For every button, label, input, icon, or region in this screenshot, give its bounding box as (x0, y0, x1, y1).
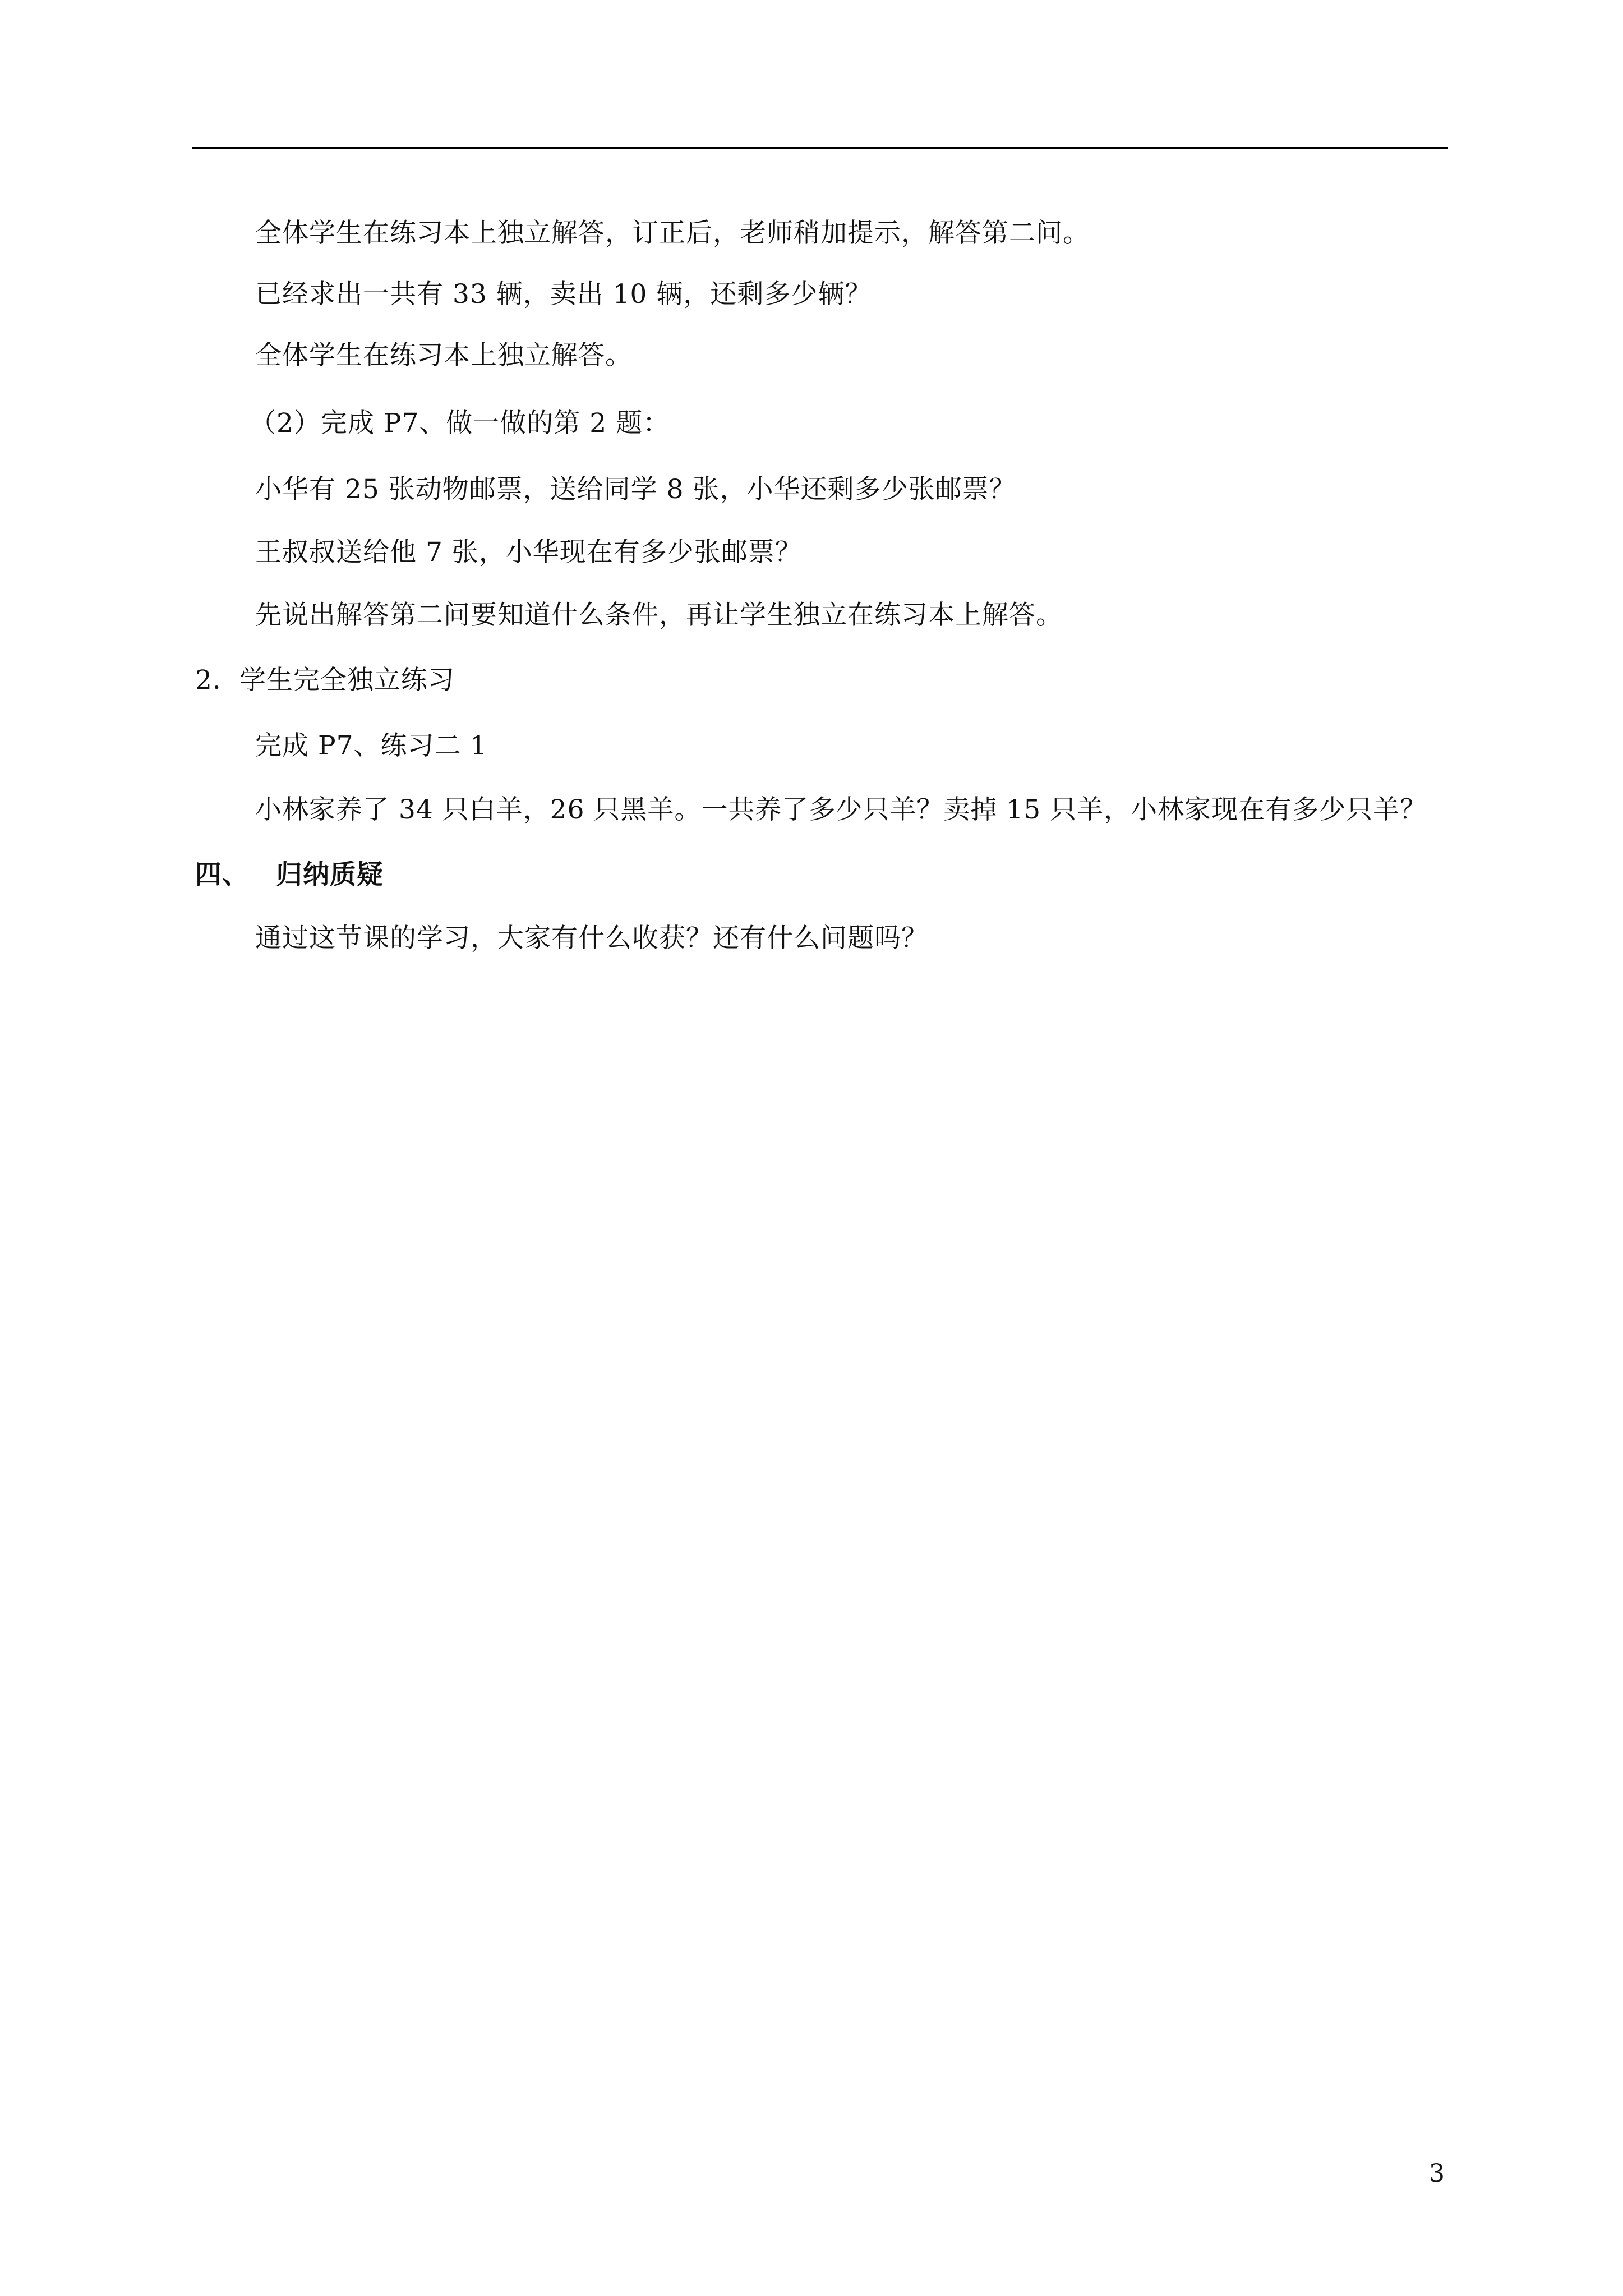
paragraph-line: 通过这节课的学习，大家有什么收获？还有什么问题吗？ (255, 923, 928, 954)
paragraph-line: （2）完成 P7、做一做的第 2 题： (250, 408, 670, 439)
paragraph-line: 全体学生在练习本上独立解答，订正后，老师稍加提示，解答第二问。 (255, 218, 1090, 249)
paragraph-line: 小林家养了 34 只白羊，26 只黑羊。一共养了多少只羊？卖掉 15 只羊，小林家现在有多少只羊？ (255, 794, 1427, 825)
paragraph-line: 已经求出一共有 33 辆，卖出 10 辆，还剩多少辆？ (255, 279, 872, 310)
list-item-heading: 2．学生完全独立练习 (195, 665, 455, 696)
paragraph-line: 完成 P7、练习二 1 (255, 730, 488, 761)
page-number: 3 (1429, 2159, 1445, 2188)
paragraph-line: 全体学生在练习本上独立解答。 (255, 340, 632, 371)
section-heading (195, 858, 384, 892)
section-heading-number: 四、 (195, 859, 249, 890)
paragraph-line: 先说出解答第二问要知道什么条件，再让学生独立在练习本上解答。 (255, 600, 1063, 631)
section-heading-title: 归纳质疑 (276, 859, 384, 890)
header-rule (192, 147, 1448, 149)
paragraph-line: 小华有 25 张动物邮票，送给同学 8 张，小华还剩多少张邮票？ (255, 474, 1016, 505)
paragraph-line: 王叔叔送给他 7 张，小华现在有多少张邮票？ (255, 537, 802, 568)
